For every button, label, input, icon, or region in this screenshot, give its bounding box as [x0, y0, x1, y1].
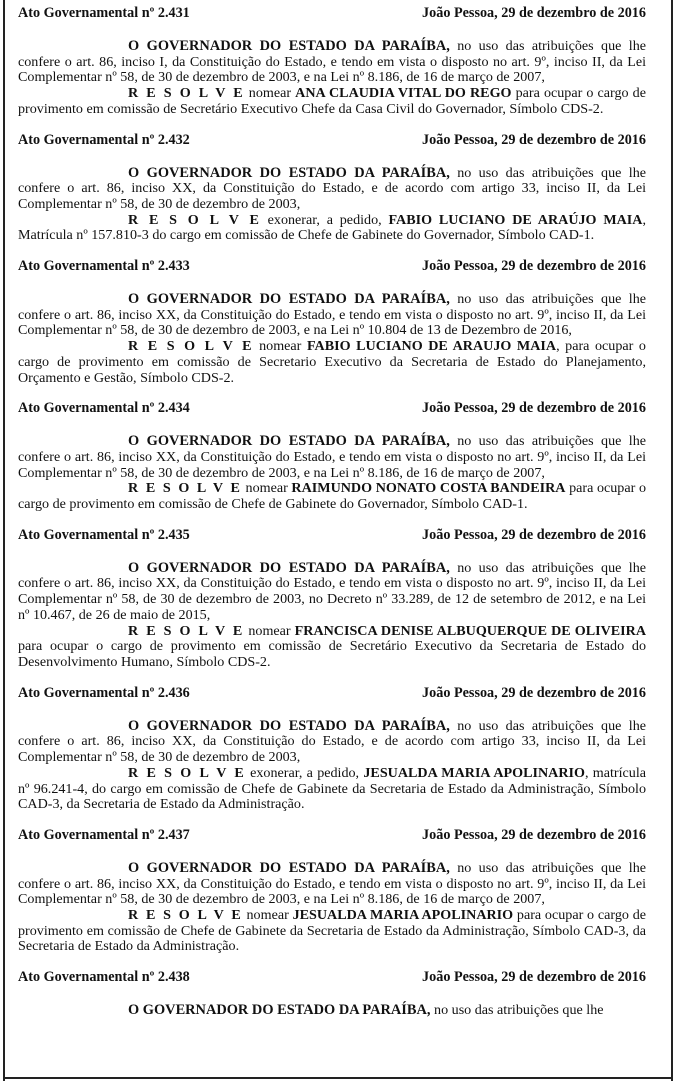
page-border-bottom	[3, 1077, 673, 1079]
act-header	[18, 132, 646, 149]
act-action: exonerar, a pedido,	[260, 211, 389, 228]
governor-heading: O GOVERNADOR DO ESTADO DA PARAÍBA,	[128, 859, 450, 876]
act-header	[18, 5, 646, 22]
act-body	[18, 861, 646, 955]
act-date: João Pessoa, 29 de dezembro de 2016	[422, 526, 646, 543]
governor-heading: O GOVERNADOR DO ESTADO DA PARAÍBA,	[128, 559, 450, 576]
governor-heading: O GOVERNADOR DO ESTADO DA PARAÍBA,	[128, 164, 450, 181]
resolve-label: R E S O L V E	[128, 622, 245, 639]
act-header	[18, 827, 646, 844]
act-preamble: no uso das atribuições que lhe confere o art. 86, inciso XX, da Constituição do Estado, e tendo em vista o disposto no art. 9º, inciso II, da Lei Complementar nº 58, de 30 de dezembro de 2003, no Decreto nº 33.289, de 12 de setembro de 2012, e na Lei nº 10.467, de 26 de maio de 2015,	[18, 559, 646, 623]
act-2434	[18, 400, 646, 513]
act-action: nomear	[253, 338, 307, 355]
act-preamble: no uso das atribuições que lhe confere o art. 86, inciso XX, da Constituição do Estado, e de acordo com artigo 33, inciso II, da Lei Complementar nº 58, de 30 de dezembro de 2003,	[18, 717, 646, 766]
act-action: nomear	[242, 907, 293, 924]
act-header	[18, 527, 646, 544]
act-details: para ocupar o cargo de provimento em comissão de Secretário Executivo Chefe da Casa Civil do Governador, Símbolo CDS-2.	[18, 85, 646, 117]
act-details: para ocupar o cargo de provimento em comissão de Secretário Executivo da Secretaria de Estado do Desenvolvimento Humano, Símbolo CDS-2.	[18, 638, 646, 670]
act-preamble: no uso das atribuições que lhe	[430, 1002, 604, 1019]
act-title: Ato Governamental nº 2.436	[18, 684, 190, 701]
act-details: para ocupar o cargo de provimento em comissão de Chefe de Gabinete da Secretaria de Estado da Administração, Símbolo CAD-3, da Secretaria de Estado da Administração.	[18, 907, 646, 955]
act-body	[18, 166, 646, 245]
act-2438	[18, 969, 646, 1019]
act-preamble: no uso das atribuições que lhe confere o art. 86, inciso XX, da Constituição do Estado, e tendo em vista o disposto no art. 9º, inciso II, da Lei Complementar nº 58, de 30 de dezembro de 2003, e na Lei nº 8.186, de 16 de março de 2007,	[18, 859, 646, 908]
act-date: João Pessoa, 29 de dezembro de 2016	[422, 826, 646, 843]
act-title: Ato Governamental nº 2.432	[18, 131, 190, 148]
act-date: João Pessoa, 29 de dezembro de 2016	[422, 969, 646, 986]
act-action: nomear	[241, 480, 292, 497]
appointee-name: JESUALDA MARIA APOLINARIO	[363, 764, 585, 781]
act-2431	[18, 5, 646, 118]
appointee-name: RAIMUNDO NONATO COSTA BANDEIRA	[291, 480, 566, 497]
governor-heading: O GOVERNADOR DO ESTADO DA PARAÍBA,	[128, 1002, 431, 1019]
act-preamble: no uso das atribuições que lhe confere o art. 86, inciso XX, da Constituição do Estado, e tendo em vista o disposto no art. 9º, inciso II, da Lei Complementar nº 58, de 30 de dezembro de 2003, e na Lei nº 8.186, de 16 de março de 2007,	[18, 433, 646, 481]
resolve-label: R E S O L V E	[128, 764, 246, 781]
resolve-label: R E S O L V E	[128, 480, 242, 497]
resolve-label: R E S O L V E	[128, 85, 245, 102]
appointee-name: JESUALDA MARIA APOLINARIO	[292, 907, 514, 924]
governor-heading: O GOVERNADOR DO ESTADO DA PARAÍBA,	[128, 291, 450, 308]
act-2435	[18, 527, 646, 671]
appointee-name: FABIO LUCIANO DE ARAÚJO MAIA	[388, 211, 643, 228]
appointee-name: ANA CLAUDIA VITAL DO REGO	[295, 85, 512, 102]
act-details: , Matrícula nº 157.810-3 do cargo em comissão de Chefe de Gabinete do Governador, Símbolo CAD-1.	[18, 211, 646, 244]
resolve-label: R E S O L V E	[128, 338, 254, 355]
act-date: João Pessoa, 29 de dezembro de 2016	[422, 131, 646, 148]
act-date: João Pessoa, 29 de dezembro de 2016	[422, 258, 646, 275]
act-body	[18, 292, 646, 386]
act-date: João Pessoa, 29 de dezembro de 2016	[422, 400, 646, 417]
act-header	[18, 685, 646, 702]
act-preamble: no uso das atribuições que lhe confere o art. 86, inciso XX, da Constituição do Estado, e tendo em vista o disposto no art. 9º, inciso II, da Lei Complementar nº 58, de 30 de dezembro de 2003, e na Lei nº 10.804 de 13 de Dezembro de 2016,	[18, 291, 646, 339]
gazette-page	[18, 5, 646, 1033]
act-body	[18, 719, 646, 813]
act-header	[18, 258, 646, 275]
act-date: João Pessoa, 29 de dezembro de 2016	[422, 5, 646, 21]
act-action: nomear	[244, 85, 296, 102]
act-action: exonerar, a pedido,	[245, 764, 364, 781]
act-2433	[18, 258, 646, 386]
governor-heading: O GOVERNADOR DO ESTADO DA PARAÍBA,	[128, 717, 450, 734]
governor-heading: O GOVERNADOR DO ESTADO DA PARAÍBA,	[128, 38, 450, 54]
appointee-name: FABIO LUCIANO DE ARAUJO MAIA	[306, 338, 557, 355]
resolve-label: R E S O L V E	[128, 211, 261, 228]
act-body	[18, 39, 646, 118]
appointee-name: FRANCISCA DENISE ALBUQUERQUE DE OLIVEIRA	[294, 622, 646, 639]
act-date: João Pessoa, 29 de dezembro de 2016	[422, 684, 646, 701]
act-title: Ato Governamental nº 2.438	[18, 969, 190, 986]
act-preamble: no uso das atribuições que lhe confere o art. 86, inciso XX, da Constituição do Estado, e de acordo com artigo 33, inciso II, da Lei Complementar nº 58, de 30 de dezembro de 2003,	[18, 164, 646, 212]
act-body	[18, 1003, 646, 1019]
act-header	[18, 969, 646, 986]
act-title: Ato Governamental nº 2.437	[18, 826, 190, 843]
act-details: , matrícula nº 96.241-4, do cargo em comissão de Chefe de Gabinete da Secretaria de Estado da Administração, Símbolo CAD-3, da Secretaria de Estado da Administração.	[18, 764, 646, 813]
act-title: Ato Governamental nº 2.434	[18, 400, 190, 417]
governor-heading: O GOVERNADOR DO ESTADO DA PARAÍBA,	[128, 433, 450, 450]
act-details: , para ocupar o cargo de provimento em comissão de Secretario Executivo da Secretaria de Estado do Planejamento, Orçamento e Gestão, Símbolo CDS-2.	[18, 338, 646, 386]
act-title: Ato Governamental nº 2.431	[18, 5, 190, 21]
act-preamble: no uso das atribuições que lhe confere o art. 86, inciso I, da Constituição do Estado, e tendo em vista o disposto no art. 9º, inciso II, da Lei Complementar nº 58, de 30 de dezembro de 2003, e na Lei nº 8.186, de 16 de março de 2007,	[18, 38, 646, 86]
act-action: nomear	[244, 622, 295, 639]
act-details: para ocupar o cargo de provimento em comissão de Chefe de Gabinete do Governador, Símbolo CAD-1.	[18, 480, 646, 513]
act-2437	[18, 827, 646, 955]
act-2436	[18, 685, 646, 813]
act-body	[18, 434, 646, 513]
page-border-right	[671, 0, 673, 1081]
act-body	[18, 561, 646, 671]
act-2432	[18, 132, 646, 245]
act-title: Ato Governamental nº 2.433	[18, 258, 190, 275]
page-border-left	[3, 0, 5, 1081]
resolve-label: R E S O L V E	[128, 907, 243, 924]
act-title: Ato Governamental nº 2.435	[18, 526, 190, 543]
act-header	[18, 400, 646, 417]
